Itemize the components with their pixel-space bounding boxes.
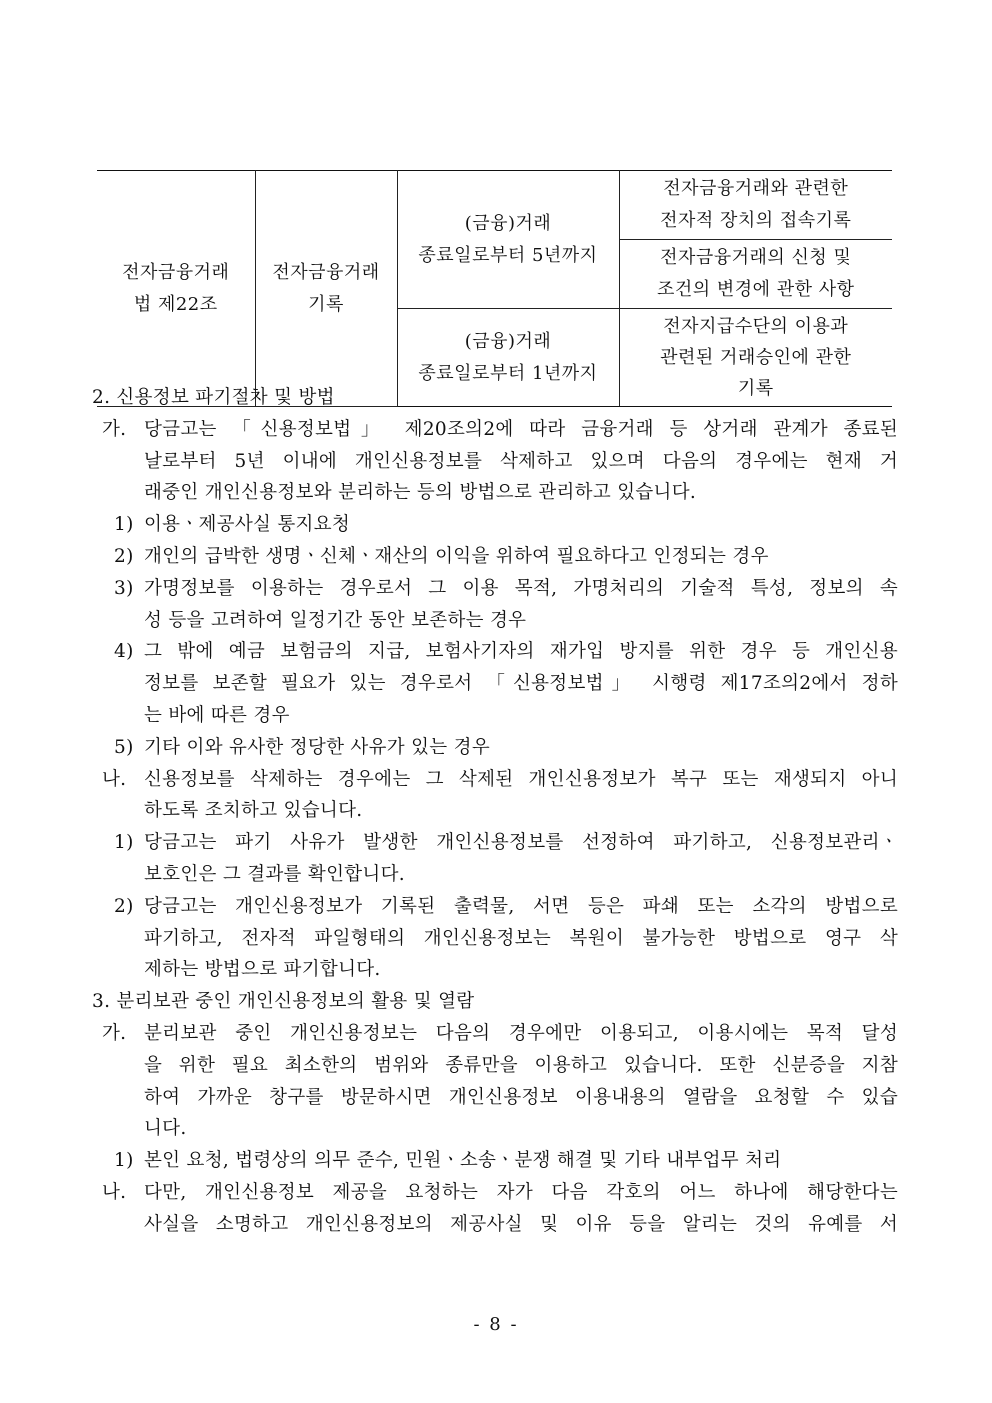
period-line: (금융)거래	[464, 212, 552, 234]
law-line: 전자금융거래	[122, 261, 230, 283]
paragraph-line: 을 위한 필요 최소한의 범위와 종류만을 이용하고 있습니다. 또한 신분증을 지참	[144, 1054, 898, 1076]
paragraph-line: 정보를 보존할 필요가 있는 경우로서 「신용정보법」 시행령 제17조의2에서 정하	[144, 673, 898, 695]
table-cell-item	[619, 240, 892, 309]
table-cell-item	[619, 171, 892, 240]
list-item	[92, 636, 898, 731]
item-line: 기록	[737, 378, 774, 399]
paragraph-line: 래중인 개인신용정보와 분리하는 등의 방법으로 관리하고 있습니다.	[144, 482, 697, 504]
paragraph-line: 분리보관 중인 개인신용정보는 다음의 경우에만 이용되고, 이용시에는 목적 달성	[144, 1022, 898, 1044]
paragraph-line: 사실을 소명하고 개인신용정보의 제공사실 및 이유 등을 알리는 것의 유예를 서	[144, 1213, 898, 1235]
list-item	[92, 509, 898, 541]
item-marker: 나.	[102, 1181, 127, 1203]
table-cell-period-5y	[397, 171, 619, 309]
item-marker: 1)	[114, 1150, 134, 1172]
paragraph-line: 본인 요청, 법령상의 의무 준수, 민원ㆍ소송ㆍ분쟁 해결 및 기타 내부업무 처리	[144, 1150, 782, 1172]
item-marker: 5)	[114, 736, 134, 758]
retention-table	[97, 170, 892, 407]
item-marker: 1)	[114, 832, 134, 854]
period-line: 종료일로부터 1년까지	[418, 362, 598, 384]
list-item	[92, 414, 898, 509]
record-line: 기록	[308, 293, 344, 315]
law-line: 법 제22조	[133, 293, 218, 315]
table-cell-record	[255, 171, 397, 407]
table-row	[97, 171, 892, 240]
item-line: 전자지급수단의 이용과	[663, 316, 849, 337]
item-marker: 나.	[102, 768, 127, 790]
list-item	[92, 891, 898, 986]
paragraph-line: 신용정보를 삭제하는 경우에는 그 삭제된 개인신용정보가 복구 또는 재생되지 아니	[144, 768, 898, 790]
paragraph-line: 기타 이와 유사한 정당한 사유가 있는 경우	[144, 736, 490, 758]
paragraph-line: 개인의 급박한 생명ㆍ신체ㆍ재산의 이익을 위하여 필요하다고 인정되는 경우	[144, 545, 769, 567]
paragraph-line: 하여 가까운 창구를 방문하시면 개인신용정보 이용내용의 열람을 요청할 수 있습	[144, 1086, 898, 1108]
item-marker: 3)	[114, 577, 134, 599]
paragraph-line: 성 등을 고려하여 일정기간 동안 보존하는 경우	[144, 609, 527, 631]
paragraph-line: 당금고는 파기 사유가 발생한 개인신용정보를 선정하여 파기하고, 신용정보관리ㆍ	[144, 832, 898, 854]
item-line: 조건의 변경에 관한 사항	[656, 279, 855, 300]
paragraph-line: 날로부터 5년 이내에 개인신용정보를 삭제하고 있으며 다음의 경우에는 현재 거	[144, 450, 898, 472]
item-marker: 2)	[114, 545, 134, 567]
item-marker: 가.	[102, 1022, 127, 1044]
item-marker: 1)	[114, 514, 134, 536]
paragraph-line: 당금고는 개인신용정보가 기록된 출력물, 서면 등은 파쇄 또는 소각의 방법으로	[144, 895, 898, 917]
paragraph-line: 보호인은 그 결과를 확인합니다.	[144, 863, 405, 885]
table-cell-law	[97, 171, 255, 407]
page-number: - 8 -	[473, 1314, 519, 1335]
paragraph-line: 제하는 방법으로 파기합니다.	[144, 959, 381, 981]
period-line: 종료일로부터 5년까지	[418, 244, 598, 266]
item-marker: 가.	[102, 418, 127, 440]
paragraph-line: 다만, 개인신용정보 제공을 요청하는 자가 다음 각호의 어느 하나에 해당한다는	[144, 1181, 898, 1203]
item-line: 관련된 거래승인에 관한	[660, 347, 852, 368]
list-item	[92, 541, 898, 573]
item-line: 전자적 장치의 접속기록	[660, 210, 852, 231]
item-marker: 4)	[114, 641, 134, 663]
list-item	[92, 764, 898, 828]
list-item	[92, 1018, 898, 1145]
list-item	[92, 732, 898, 764]
paragraph-line: 당금고는 「신용정보법」 제20조의2에 따라 금융거래 등 상거래 관계가 종료된	[144, 418, 898, 440]
section-heading: 3. 분리보관 중인 개인신용정보의 활용 및 열람	[92, 991, 475, 1013]
list-item	[92, 1145, 898, 1177]
paragraph-line: 가명정보를 이용하는 경우로서 그 이용 목적, 가명처리의 기술적 특성, 정보의 속	[144, 577, 898, 599]
record-line: 전자금융거래	[272, 261, 380, 283]
paragraph-line: 파기하고, 전자적 파일형태의 개인신용정보는 복원이 불가능한 방법으로 영구 삭	[144, 927, 898, 949]
paragraph-line: 이용ㆍ제공사실 통지요청	[144, 514, 351, 536]
paragraph-line: 니다.	[144, 1118, 187, 1140]
item-marker: 2)	[114, 895, 134, 917]
item-line: 전자금융거래의 신청 및	[660, 247, 852, 268]
section-heading: 2. 신용정보 파기절차 및 방법	[92, 387, 335, 408]
paragraph-line: 하도록 조치하고 있습니다.	[144, 800, 363, 822]
list-item	[92, 573, 898, 637]
item-line: 전자금융거래와 관련한	[663, 178, 849, 199]
body-text	[92, 382, 898, 1241]
list-item	[92, 827, 898, 891]
paragraph-line: 그 밖에 예금 보험금의 지급, 보험사기자의 재가입 방지를 위한 경우 등 개인신용	[144, 641, 898, 663]
period-line: (금융)거래	[464, 330, 552, 352]
list-item	[92, 1177, 898, 1241]
paragraph-line: 는 바에 따른 경우	[144, 704, 290, 726]
